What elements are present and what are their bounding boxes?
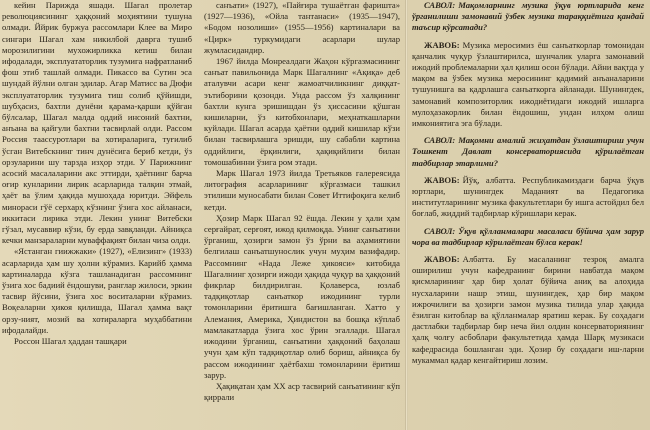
question-1 [412, 0, 644, 34]
answer-text: Албатта. Бу масаланинг тезроқ амалга оширилиш учун кафедранинг бирини навбатда мақом қисмларининг ҳар бир ҳолат бўйича аниқ ва алоҳида нусхаларини нашр этиш, шунингдек, ҳар бир мақом ижрочилиги ва ҳозирги замон музика тилида улар ҳақида ёзилган китоблар ва қўлланмалар яратиш керак. Бу соҳадаги дастлабки тадбирлар бир неча йил олдин консерваториянинг ҳалқ чолғу асбоблари факультетида ҳамда Шарқ музикаси кафедрасида бошланган эди. Ҳозир бу соҳадаги иш-ларни мукаммал қадар кенгайтириш лозим. [412, 254, 644, 365]
article-column-1 [2, 0, 192, 430]
answer-label: ЖАВОБ: [424, 174, 460, 185]
question-text: Мақомларнинг музика ўқув юртларида кенг ўрганилиши замонавий ўзбек музика тараққиётига қандай таъсир кўрсатади? [412, 0, 644, 33]
paragraph: Марк Шагал 1973 йилда Третьяков галереясида литография асарларининг кўргазмаси ташкил этилиши муносабати билан Совет Иттифоқига келиб кетди. [204, 168, 400, 212]
answer-2 [412, 175, 644, 220]
paragraph: 1967 йилда Монреалдаги Жаҳон кўргазмасининг санъат павильонида Марк Шагалнинг «Ақиқа» деб аталувчи асари кенг жамоатчиликнинг диққат-эътиборини қозонди. Унда рассом ўз халқининг бахтли кунга эришишдан ўз ҳиссасини қўшган кишиларни, ўз китобхонлари, меҳнаткашларни куйлади. Шагал асарда ҳаётни оддий кишилар кўзи билан тасвирлашга эришди, шу сабабли картина оддийлиги, ёрқинлиги, ҳақиқийлиги билан томошабинни ўзига ром этади. [204, 56, 400, 167]
article-column-2 [204, 0, 400, 430]
answer-label: ЖАВОБ: [424, 39, 460, 50]
answer-1 [412, 40, 644, 130]
paragraph: Ҳақиқатан ҳам ХХ аср тасвирий санъатининг кўп қиррали [204, 380, 400, 403]
question-text: Мақомни амалий жиҳатдан ўзлаштириш учун Тошкент Давлат консерваториясида қўрилаётган тадбирлар этарлими? [412, 135, 644, 168]
question-text: Ўқув қўлланмалари масаласи бўйича ҳам зарур чора ва тадбирлар кўрилаётган бўлса керак! [412, 225, 644, 247]
paragraph: Россон Шагал ҳаддан ташқари [14, 336, 127, 347]
page-fold [405, 0, 408, 430]
paragraph: санъати» (1927), «Пайғира тушаётган фаришта» (1927—1936), «Ойла тантанаси» (1935—1947), «Бодом нозолиши» (1955—1956) картиналари ва «Цирк» туркумидаги асарлари шулар жумласидандир. [204, 0, 400, 55]
paragraph: «Ястанган гиижжаки» (1927), «Елизинг» (1933) асарларида ҳам шу ҳолни кўрамиз. Карийб ҳамма картиналарда кўзга ташланадиган рассомнинг ўзига хос бадиий ёндошуви, ранглар жилоси, эркин тасвир йўсини, ўзига хос воситаларни кўрамиз. Воқеаларни ҳикоя қилишда, Шагал ҳамма вақт орзу-ният, мозий ва хотираларга муҳаббатини ифодалайди. [2, 246, 192, 335]
paragraph: Ҳозир Марк Шагал 92 ёшда. Лекин у ҳали ҳам серғайрат, серғоят, ижод қилмоқда. Унинг санъатини ўрганиш, ҳозирги замон ўз ўрни ва аҳамиятини белгилаш санъатшунослик учун муҳим вазифадир. Рассомнинг «Нада Леже ҳикояси» китобида Шагалнинг ҳозирги ижоди ҳақида чуқур ва ҳаққоний фикрлар билдирилган. Қолаверса, юзлаб тадқиқотлар санъаткор ижодининг турли томонларини ёритишга бағишланган. Хатто у Алемания, Америка, Ҳиндистон ва бошқа кўплаб мамлакатларда ўзига хос ўрин эгаллади. Шагал ижодини ўрганиш, санъатини ҳаққоний баҳолаш учун ҳам кўп тадқиқотлар олиб бориш, айниқса бу рассом ижодининг ҳаётбахш томонларини ёритиш зарур. [204, 212, 400, 380]
question-label: САВОЛ: [424, 135, 456, 146]
interview-column [412, 0, 644, 430]
question-2 [412, 135, 644, 169]
answer-text: Йўқ, албатта. Республикамиздаги барча ўқув юртлари, шунингдек Маданият ва Педагогика институтларининг музика факультетлари бу ишга астойдил бел боғлаб, жиддий тадбирлар кўришлари керак. [412, 174, 644, 219]
answer-3 [412, 254, 644, 366]
paragraph: кейин Парижда яшади. Шагал пролетар революциясининг ҳаққоний моҳиятини тушуна олмади. Ййрик буржуа рассомлари Клее ва Миро сингари Шагал хам никилбой даврга тушиб морозилигини мухожирликка кетиш билан ифодалади, эксплуататорлик тузумига нафратланиб фош этиб ташлай олмади. Пикассо ва Сутин эса шундай йўлни олган эдилар. Агар Матисс ва Дюфи эксплуататорлик тузумига тиш солиб қўйишди, шубҳасиз, бахтли дунёни қарама-қарши қўйган бўлсалар, Шагал малда оддий инсоний бахтни, анъана ва қайгули бахтни тасвирлай олди. Рассом Россия таассуротлари ва хотираларига, туғилиб ўсган Витебскнинг тинч дунёсига бериб кетди, ўз орзуларини шу тарзда изҳор этди. У Парижнинг асосий масалаларини акс эттирди, ҳаётнинг барча оғир кунларини лирик асарларида талқин этмай, ҳаёт ва ўлим ҳақида мушоҳада юритди. Эйфель минораси гўё серхарҳ кўзнинг ўзига хос айланаси, иккитаси лирика этди. Лекин унинг Витебски гўзал, мусаввир кўзи, бу ерда завқланди. Айниқса кечки манзараларни муваффақият билан чиза олди. [2, 0, 192, 246]
answer-label: ЖАВОБ: [424, 254, 460, 265]
question-3 [412, 226, 644, 248]
question-label: САВОЛ: [424, 0, 456, 10]
answer-text: Музика меросимиз ёш санъаткорлар томонидан қанчалик чуқур ўзлаштирилса, шунчалик уларга замонавий ижодий проблемаларни ҳал қилиш осон бўлади. Айни вақтда у мақом ва ўзбек музика меросининг қадимий анъаналарини тушунишга ва қадрлашга санъаткорга айланади. Шунингдек, замонавий композиторлик ижодиётидаги ижодий ишларга мулоҳазакорлик билан ёндошиш, ундан илҳом олиш имкониятига эга бўлади. [412, 39, 644, 129]
question-label: САВОЛ: [424, 225, 456, 236]
